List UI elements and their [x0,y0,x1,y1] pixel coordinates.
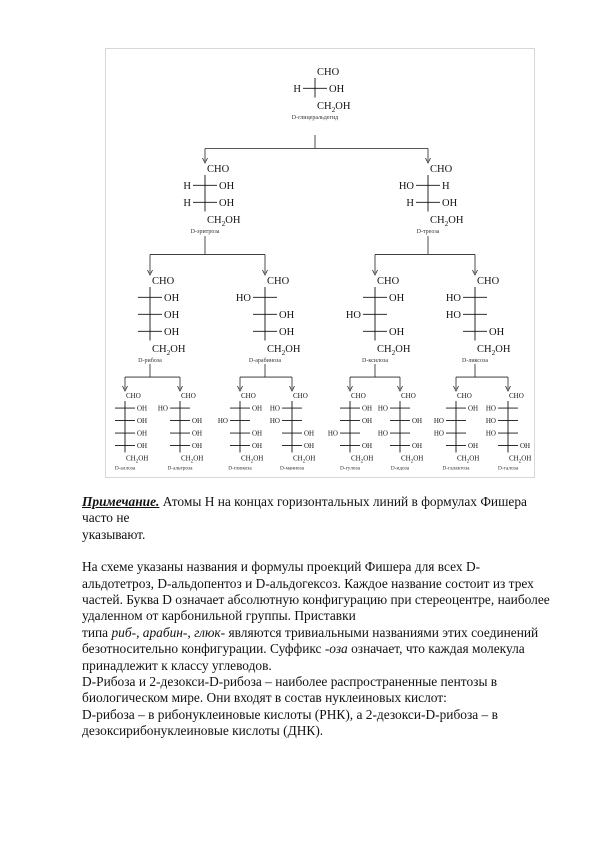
ch2oh-group: $CH_2OH$ [267,344,301,358]
sugar-name: D-ксилоза [362,358,388,364]
figure-frame [105,48,535,478]
note-text: Атомы H на концах горизонтальных линий в формулах Фишера часто не [82,494,527,526]
right-substituent: OH [192,442,203,450]
right-substituent: OH [442,198,458,209]
ch2oh-group: $CH_2OH$ [317,101,351,115]
cho-group: CHO [477,276,500,287]
right-substituent: OH [329,84,345,95]
right-substituent: OH [412,442,423,450]
sugar-name: D-глицеральдегид [291,115,339,121]
sugar-name: D-глюкоза [228,465,252,472]
ch2oh-group: $CH_2OH$ [477,344,511,358]
sugar-name: D-аллоза [114,465,136,472]
right-substituent: OH [279,327,295,338]
ch2oh-group: $CH_2OH$ [293,454,316,465]
right-substituent: OH [389,327,405,338]
left-substituent: HO [433,429,444,438]
cho-group: CHO [377,276,400,287]
cho-group: CHO [241,392,256,400]
left-substituent: HO [433,417,444,425]
cho-group: CHO [293,392,308,400]
sugar-name: D-эритроза [190,229,220,235]
ch2oh-group: $CH_2OH$ [457,454,480,465]
cho-group: CHO [126,392,141,400]
sugar-name: D-ликсоза [462,358,488,364]
right-substituent: H [442,181,450,192]
ch2oh-group: $CH_2OH$ [430,215,464,229]
left-substituent: HO [377,429,388,438]
ch2oh-group: $CH_2OH$ [377,344,411,358]
right-substituent: OH [279,310,295,321]
right-substituent: OH [219,198,235,209]
right-substituent: OH [304,442,315,450]
note-paragraph-end: указывают. [82,526,146,542]
cho-group: CHO [430,164,453,175]
body-paragraph-1: На схеме указаны названия и формулы проекций Фишера для всех D-альдотетроз, D-альдопентоз и D-альдогексоз. Каждое название состоит из трех частей. Буква D означает абсолютную конфигурацию при стереоцентре, наиболее удаленном от карбонильной группы. Приставки [82,559,550,624]
right-substituent: OH [362,442,373,450]
right-substituent: OH [192,417,203,425]
left-substituent: HO [485,404,496,413]
right-substituent: OH [389,293,405,304]
right-substituent: OH [252,404,263,413]
sugar-name: D-альтроза [167,465,193,472]
note-label: Примечание. [82,494,160,509]
left-substituent: HO [445,293,461,304]
cho-group: CHO [267,276,290,287]
left-substituent: H [183,198,191,209]
right-substituent: OH [219,181,235,192]
sugar-name: D-идоза [390,465,410,472]
right-substituent: OH [489,327,505,338]
sugar-name: D-треоза [416,229,440,235]
right-substituent: OH [468,404,479,413]
left-substituent: HO [269,417,280,425]
cho-group: CHO [401,392,416,400]
ch2oh-group: $CH_2OH$ [241,454,264,465]
right-substituent: OH [252,429,263,438]
ch2oh-group: $CH_2OH$ [509,454,532,465]
right-substituent: OH [520,442,531,450]
left-substituent: H [406,198,414,209]
right-substituent: OH [164,327,180,338]
note-paragraph [82,494,552,527]
left-substituent: HO [157,404,168,413]
cho-group: CHO [317,67,340,78]
left-substituent: HO [345,310,361,321]
ch2oh-group: $CH_2OH$ [152,344,186,358]
right-substituent: OH [252,442,263,450]
right-substituent: OH [362,404,373,413]
cho-group: CHO [509,392,524,400]
right-substituent: OH [137,429,148,438]
body-paragraph-2: типа риб-, арабин-, глюк- являются тривиальными названиями этих соединений безотносительно конфигурации. Суффикс -оза означает, что каждая молекула принадлежит к классу углеводов. [82,624,539,673]
right-substituent: OH [468,442,479,450]
right-substituent: OH [192,429,203,438]
right-substituent: OH [164,293,180,304]
right-substituent: OH [137,404,148,413]
left-substituent: HO [485,429,496,438]
ch2oh-group: $CH_2OH$ [351,454,374,465]
ch2oh-group: $CH_2OH$ [401,454,424,465]
ch2oh-group: $CH_2OH$ [126,454,149,465]
left-substituent: HO [445,310,461,321]
cho-group: CHO [181,392,196,400]
right-substituent: OH [362,417,373,425]
ch2oh-group: $CH_2OH$ [207,215,241,229]
text-block [82,494,552,740]
left-substituent: HO [485,417,496,425]
right-substituent: OH [412,417,423,425]
body-paragraph-3: D-Рибоза и 2-дезокси-D-рибоза – наиболее распространенные пентозы в биологическом мире. Они входят в состав нуклеиновых кислот: [82,674,498,706]
sugar-name: D-талоза [497,465,519,472]
sugar-name: D-арабиноза [248,358,282,364]
left-substituent: HO [377,404,388,413]
body-paragraph-4: D-рибоза – в рибонуклеиновые кислоты (РНК), а 2-дезокси-D-рибоза – в дезоксирибонуклеиновые кислоты (ДНК). [82,706,498,739]
right-substituent: OH [304,429,315,438]
cho-group: CHO [207,164,230,175]
left-substituent: HO [398,181,414,192]
left-substituent: H [183,181,191,192]
ch2oh-group: $CH_2OH$ [181,454,204,465]
right-substituent: OH [137,417,148,425]
right-substituent: OH [164,310,180,321]
sugar-name: D-рибоза [138,358,162,364]
cho-group: CHO [351,392,366,400]
left-substituent: HO [327,429,338,438]
cho-group: CHO [152,276,175,287]
sugar-name: D-манноза [279,465,305,472]
left-substituent: HO [235,293,251,304]
left-substituent: H [293,84,301,95]
cho-group: CHO [457,392,472,400]
sugar-name: D-галактоза [442,465,470,472]
sugar-name: D-гулоза [340,465,360,472]
left-substituent: HO [269,404,280,413]
left-substituent: HO [217,417,228,425]
right-substituent: OH [137,442,148,450]
